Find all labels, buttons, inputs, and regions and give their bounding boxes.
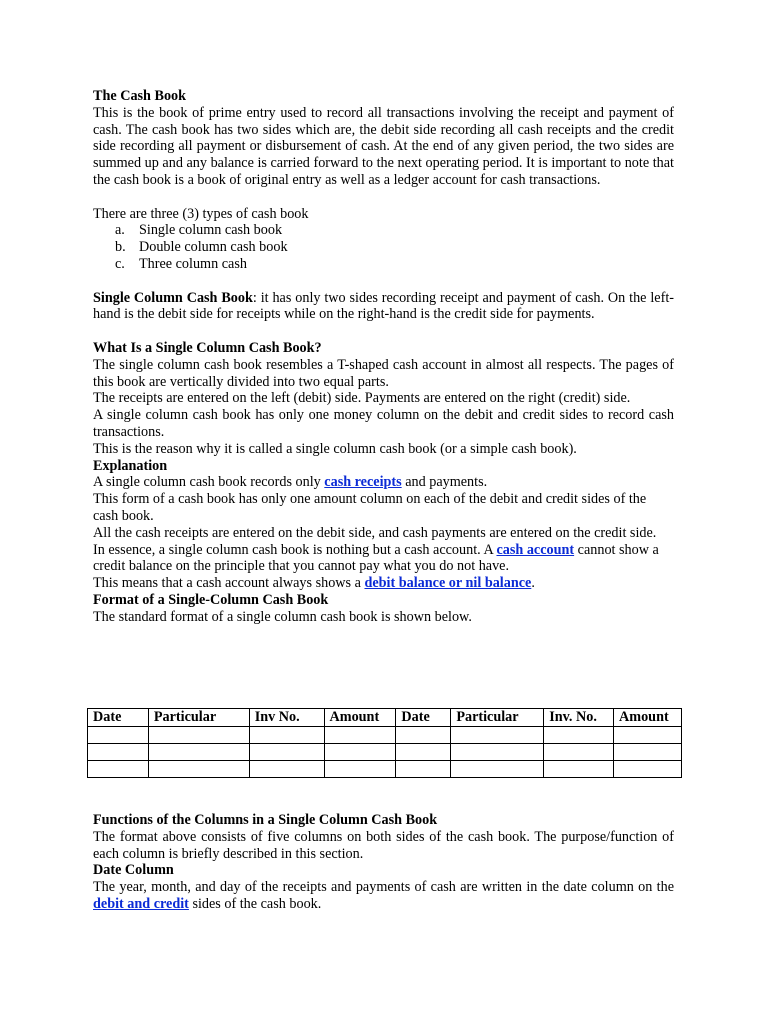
intro-paragraph: This is the book of prime entry used to record all transactions involving the receipt and payment of cash. The cash book has two sides which are, the debit side recording all cash receipts and the credit side recording all payment or disbursement of cash. At the end of any given period, the two sides are summed up and any balance is carried forward to the next operating period. It is important to note that the cash book is a book of original entry as well as a ledger account for cash transactions. [93, 104, 674, 188]
table-cell [249, 744, 324, 761]
cash-account-link[interactable]: cash account [496, 541, 575, 558]
table-row [88, 744, 682, 761]
table-header-row [88, 709, 682, 727]
table-cell [544, 761, 614, 778]
paragraph: The receipts are entered on the left (debit) side. Payments are entered on the right (credit) side. [93, 390, 631, 407]
paragraph: In essence, a single column cash book is nothing but a cash account. A cash account cannot show a credit balance on the principle that you cannot pay what you do not have. [93, 541, 659, 575]
column-header: Inv. No. [544, 709, 614, 727]
cash-book-table [87, 708, 682, 778]
section-title: The Cash Book [93, 88, 187, 104]
table-cell [324, 761, 396, 778]
paragraph: A single column cash book records only cash receipts and payments. [93, 474, 488, 491]
paragraph: The year, month, and day of the receipts and payments of cash are written in the date column on the debit and credit sides of the cash book. [93, 879, 674, 912]
column-header: Particular [148, 709, 249, 727]
table-cell [324, 744, 396, 761]
table-cell [451, 727, 544, 744]
paragraph: The single column cash book resembles a T-shaped cash account in almost all respects. The pages of this book are vertically divided into two equal parts. [93, 356, 674, 390]
single-column-definition: Single Column Cash Book: it has only two sides recording receipt and payment of cash. On the left-hand is the debit side for receipts while on the right-hand is the credit side for payments. [93, 289, 674, 323]
functions-heading: Functions of the Columns in a Single Column Cash Book [93, 812, 438, 828]
table-row [88, 727, 682, 744]
table-cell [614, 727, 682, 744]
what-is-heading: What Is a Single Column Cash Book? [93, 339, 322, 356]
column-header: Date [88, 709, 149, 727]
document-body-continued [93, 812, 674, 913]
table-cell [88, 744, 149, 761]
paragraph: The format above consists of five columns on both sides of the cash book. The purpose/function of each column is briefly described in this section. [93, 828, 674, 862]
list-item: c. Three column cash [115, 255, 247, 272]
paragraph: This form of a cash book has only one amount column on each of the debit and credit sides of the cash book. [93, 491, 647, 524]
table-row [88, 761, 682, 778]
table-cell [544, 744, 614, 761]
table-cell [148, 744, 249, 761]
debit-balance-link[interactable]: debit balance or nil balance [364, 575, 532, 592]
table-cell [396, 761, 451, 778]
table-cell [148, 727, 249, 744]
paragraph: All the cash receipts are entered on the debit side, and cash payments are entered on the credit side. [93, 524, 657, 541]
paragraph: This is the reason why it is called a single column cash book (or a simple cash book). [93, 440, 577, 457]
types-list [93, 222, 674, 272]
paragraph: A single column cash book has only one money column on the debit and credit sides to record cash transactions. [93, 407, 674, 440]
table-cell [88, 761, 149, 778]
table-cell [88, 727, 149, 744]
table-cell [249, 761, 324, 778]
date-column-heading: Date Column [93, 862, 174, 879]
table-cell [148, 761, 249, 778]
table-cell [396, 727, 451, 744]
table-cell [396, 744, 451, 761]
paragraph: This means that a cash account always shows a debit balance or nil balance. [93, 575, 535, 592]
cash-receipts-link[interactable]: cash receipts [324, 474, 402, 491]
document-body [93, 88, 674, 626]
column-header: Amount [614, 709, 682, 727]
column-header: Particular [451, 709, 544, 727]
column-header: Date [396, 709, 451, 727]
debit-and-credit-link[interactable]: debit and credit [93, 895, 189, 912]
types-lead: There are three (3) types of cash book [93, 205, 309, 222]
table-cell [451, 761, 544, 778]
list-item: a. Single column cash book [115, 222, 283, 239]
table-cell [451, 744, 544, 761]
column-header: Inv No. [249, 709, 324, 727]
list-item: b. Double column cash book [115, 239, 288, 256]
table-cell [614, 744, 682, 761]
table-cell [249, 727, 324, 744]
table-cell [614, 761, 682, 778]
table-cell [544, 727, 614, 744]
format-heading: Format of a Single-Column Cash Book [93, 591, 329, 608]
explanation-heading: Explanation [93, 457, 168, 474]
paragraph: The standard format of a single column cash book is shown below. [93, 608, 472, 625]
table-cell [324, 727, 396, 744]
column-header: Amount [324, 709, 396, 727]
